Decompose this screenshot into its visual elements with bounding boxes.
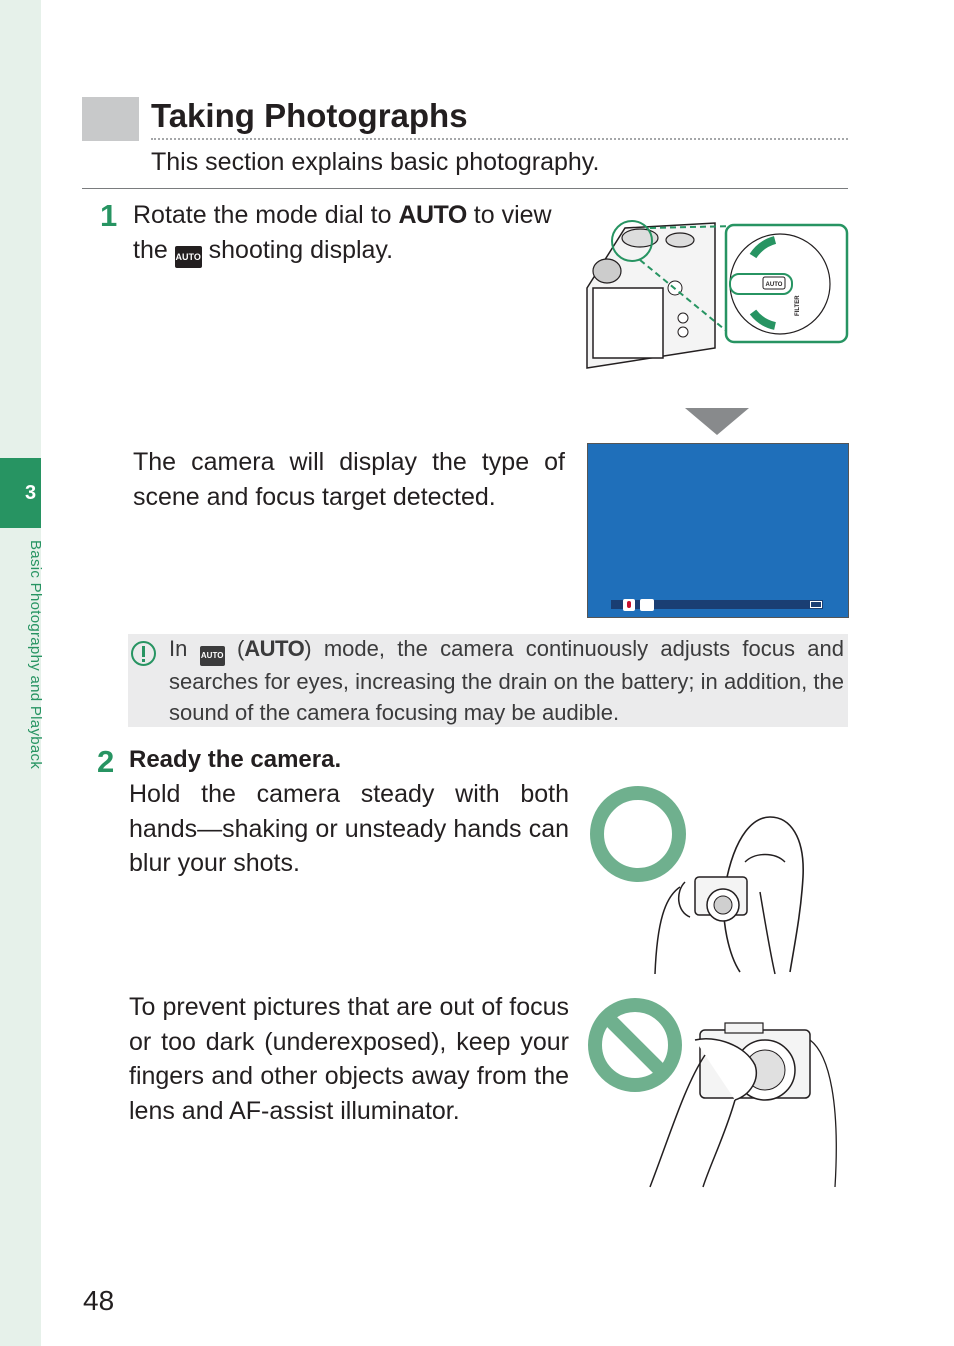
- step-1-text-c: shooting display.: [201, 235, 394, 264]
- prevent-text: To prevent pictures that are out of focus or too dark (underexposed), keep your fingers and other objects away from the lens and AF-assist illuminator.: [129, 993, 569, 1125]
- ok-circle-icon: [597, 793, 679, 875]
- caution-icon: [131, 641, 156, 666]
- dial-auto-label: AUTO: [765, 282, 783, 288]
- step-1-text-a: Rotate the mode dial to: [133, 201, 399, 229]
- chapter-title: Basic Photography and Playback: [27, 540, 44, 770]
- camera-lcd-screen: [587, 443, 849, 618]
- page-number: 48: [83, 1285, 115, 1316]
- page-subtitle: This section explains basic photography.: [151, 148, 600, 176]
- note-text-paren: (: [224, 636, 245, 661]
- step-2-heading: Ready the camera.: [129, 746, 342, 773]
- auto-icon: AUTO: [175, 246, 202, 268]
- page-title: Taking Photographs: [151, 97, 468, 134]
- camera-mode-dial-illustration: [585, 208, 849, 373]
- step-2-number: 2: [97, 744, 115, 779]
- note-text-prefix: In: [169, 636, 200, 661]
- incorrect-grip-illustration: [585, 995, 849, 1191]
- step-1-text: [133, 198, 568, 268]
- scene-icon: [623, 599, 635, 611]
- correct-grip-illustration: [585, 782, 849, 978]
- step-1-number: 1: [100, 198, 118, 233]
- battery-icon: [810, 601, 822, 608]
- title-divider: [151, 138, 848, 140]
- chapter-number: 3: [25, 482, 37, 504]
- detect-text: The camera will display the type of scene and focus target detected.: [133, 448, 565, 511]
- title-marker: [82, 97, 139, 141]
- hold-camera-text: Hold the camera steady with both hands—shaking or unsteady hands can blur your shots.: [129, 780, 569, 877]
- auto-icon: AUTO: [200, 646, 225, 666]
- note-text: [169, 633, 844, 728]
- auto-mode-label: AUTO: [244, 636, 305, 661]
- step-1-text-b: to view the: [133, 201, 552, 264]
- dial-filter-label: FILTER: [795, 295, 801, 316]
- down-arrow: [685, 408, 749, 435]
- note-text-rest: ) mode, the camera continuously adjusts focus and searches for eyes, increasing the drain on the battery; in addition, the sound of the camera focusing may be audible.: [169, 636, 844, 725]
- focus-target-icon: [640, 599, 654, 611]
- auto-mode-label: AUTO: [398, 201, 467, 229]
- section-divider: [82, 188, 848, 189]
